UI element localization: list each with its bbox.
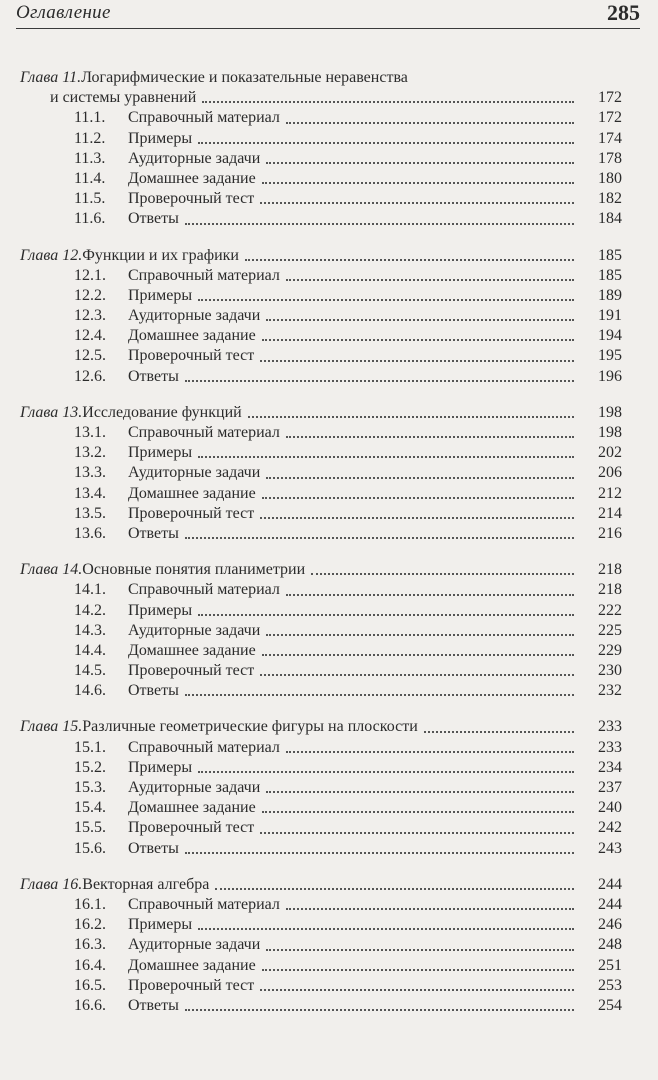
section-page-number: 174 bbox=[598, 129, 622, 147]
toc-entry[interactable] bbox=[20, 149, 622, 169]
section-title: Справочный материал bbox=[128, 895, 280, 913]
section-number: 11.3. bbox=[74, 149, 106, 167]
chapter-prefix: Глава 11. bbox=[20, 69, 82, 86]
section-title: Аудиторные задачи bbox=[128, 464, 261, 482]
section-number: 12.1. bbox=[74, 266, 106, 284]
chapter-title bbox=[20, 560, 305, 580]
section-title: Аудиторные задачи bbox=[128, 779, 261, 796]
section-title: Домашнее задание bbox=[128, 799, 256, 817]
dot-leader bbox=[266, 319, 574, 321]
dot-leader bbox=[198, 456, 574, 458]
chapter-title bbox=[20, 717, 418, 737]
section-title: Ответы bbox=[128, 682, 179, 700]
section-number: 15.3. bbox=[74, 779, 106, 796]
dot-leader bbox=[260, 832, 574, 834]
section-title: Примеры bbox=[128, 129, 193, 147]
toc-entry[interactable] bbox=[20, 209, 622, 229]
section-number: 15.6. bbox=[74, 839, 106, 857]
section-title: Ответы bbox=[128, 524, 179, 542]
section-number: 14.2. bbox=[74, 601, 106, 619]
section-number: 15.1. bbox=[74, 738, 106, 756]
toc-entry[interactable] bbox=[20, 423, 622, 443]
chapter-title-text: Логарифмические и показательные неравенства bbox=[81, 69, 408, 86]
section-number: 14.4. bbox=[74, 641, 106, 659]
toc-entry[interactable] bbox=[20, 463, 622, 483]
section-page-number: 180 bbox=[598, 169, 622, 187]
dot-leader bbox=[266, 791, 574, 793]
chapter-block bbox=[20, 560, 622, 701]
section-number: 13.2. bbox=[74, 444, 106, 462]
section-page-number: 233 bbox=[598, 738, 622, 756]
section-title: Справочный материал bbox=[128, 266, 280, 284]
section-page-number: 230 bbox=[598, 662, 622, 680]
chapter-prefix: Глава 14. bbox=[20, 561, 83, 579]
section-number: 16.5. bbox=[74, 976, 106, 994]
section-number: 13.6. bbox=[74, 524, 106, 542]
dot-leader bbox=[286, 122, 574, 124]
section-page-number: 195 bbox=[598, 347, 622, 365]
section-title: Справочный материал bbox=[128, 109, 280, 127]
dot-leader bbox=[262, 969, 574, 971]
section-page-number: 218 bbox=[598, 581, 622, 599]
chapter-block bbox=[20, 68, 622, 230]
chapter-title-row[interactable] bbox=[20, 246, 622, 266]
section-page-number: 244 bbox=[598, 895, 622, 913]
dot-leader bbox=[286, 594, 574, 596]
page-number: 285 bbox=[607, 0, 640, 25]
section-number: 11.1. bbox=[74, 109, 106, 127]
chapter-block bbox=[20, 246, 622, 387]
section-page-number: 172 bbox=[598, 109, 622, 127]
dot-leader bbox=[262, 339, 574, 341]
chapter-title bbox=[20, 246, 239, 266]
section-page-number: 242 bbox=[598, 819, 622, 837]
toc-entry[interactable] bbox=[20, 266, 622, 286]
dot-leader bbox=[286, 279, 574, 281]
toc-entry[interactable] bbox=[20, 915, 622, 935]
section-title: Проверочный тест bbox=[128, 190, 255, 208]
toc-entry[interactable] bbox=[20, 129, 622, 149]
section-number: 13.3. bbox=[74, 464, 106, 482]
toc-entry[interactable] bbox=[20, 306, 622, 326]
dot-leader bbox=[266, 477, 574, 479]
toc-entry[interactable] bbox=[20, 641, 622, 661]
section-number: 16.6. bbox=[74, 996, 106, 1014]
chapter-title-text: Основные понятия планиметрии bbox=[82, 561, 306, 579]
section-number: 11.2. bbox=[74, 129, 106, 147]
toc-entry[interactable] bbox=[20, 976, 622, 996]
section-number: 11.4. bbox=[74, 169, 106, 187]
chapter-title bbox=[20, 403, 242, 423]
dot-leader bbox=[185, 380, 574, 382]
section-page-number: 178 bbox=[598, 149, 622, 167]
section-page-number: 246 bbox=[598, 916, 622, 934]
section-title: Аудиторные задачи bbox=[128, 307, 261, 325]
section-number: 16.2. bbox=[74, 916, 106, 934]
section-title: Справочный материал bbox=[128, 424, 280, 441]
section-page-number: 253 bbox=[598, 976, 622, 994]
section-number: 11.5. bbox=[74, 190, 106, 208]
section-page-number: 194 bbox=[598, 327, 622, 345]
dot-leader bbox=[215, 888, 574, 890]
section-page-number: 254 bbox=[598, 996, 622, 1014]
section-title: Ответы bbox=[128, 996, 179, 1014]
section-number: 16.4. bbox=[74, 956, 106, 974]
chapter-page-number: 172 bbox=[598, 89, 622, 107]
chapter-title-row[interactable] bbox=[20, 68, 610, 88]
dot-leader bbox=[185, 852, 574, 854]
toc-entry[interactable] bbox=[20, 346, 622, 366]
section-page-number: 229 bbox=[598, 641, 622, 659]
dot-leader bbox=[311, 573, 574, 575]
section-number: 13.1. bbox=[74, 424, 106, 441]
chapter-title bbox=[20, 875, 209, 895]
dot-leader bbox=[286, 908, 574, 910]
toc-entry[interactable] bbox=[20, 895, 622, 915]
section-title: Аудиторные задачи bbox=[128, 149, 261, 167]
section-number: 12.4. bbox=[74, 327, 106, 345]
dot-leader bbox=[185, 223, 574, 225]
toc-entry[interactable] bbox=[20, 484, 622, 504]
section-title: Проверочный тест bbox=[128, 819, 255, 837]
section-title: Ответы bbox=[128, 210, 179, 228]
section-page-number: 206 bbox=[598, 464, 622, 482]
dot-leader bbox=[260, 202, 574, 204]
section-page-number: 248 bbox=[598, 936, 622, 954]
section-number: 16.1. bbox=[74, 895, 106, 913]
dot-leader bbox=[262, 182, 574, 184]
section-number: 16.3. bbox=[74, 936, 106, 954]
dot-leader bbox=[202, 101, 574, 103]
toc-entry[interactable] bbox=[20, 681, 622, 701]
section-page-number: 237 bbox=[598, 779, 622, 796]
chapter-title bbox=[20, 68, 408, 88]
section-number: 11.6. bbox=[74, 210, 106, 228]
section-page-number: 185 bbox=[598, 266, 622, 284]
toc-entry[interactable] bbox=[20, 189, 622, 209]
section-number: 12.5. bbox=[74, 347, 106, 365]
section-number: 14.5. bbox=[74, 662, 106, 680]
dot-leader bbox=[262, 497, 574, 499]
section-title: Домашнее задание bbox=[128, 327, 256, 345]
section-number: 14.6. bbox=[74, 682, 106, 700]
section-page-number: 214 bbox=[598, 504, 622, 522]
toc-entry[interactable] bbox=[20, 935, 622, 955]
dot-leader bbox=[198, 142, 574, 144]
section-title: Домашнее задание bbox=[128, 641, 256, 659]
toc-entry[interactable] bbox=[20, 504, 622, 524]
toc-entry[interactable] bbox=[20, 326, 622, 346]
section-title: Примеры bbox=[128, 758, 193, 776]
section-page-number: 182 bbox=[598, 190, 622, 208]
chapter-title-text: Исследование функций bbox=[82, 403, 242, 421]
section-page-number: 196 bbox=[598, 367, 622, 385]
section-title: Проверочный тест bbox=[128, 504, 255, 522]
toc-entry[interactable] bbox=[20, 778, 622, 798]
section-number: 14.1. bbox=[74, 581, 106, 599]
section-title: Домашнее задание bbox=[128, 484, 256, 502]
chapter-block bbox=[20, 717, 622, 858]
toc-entry[interactable] bbox=[20, 818, 622, 838]
dot-leader bbox=[260, 360, 574, 362]
toc-entry[interactable] bbox=[20, 580, 622, 600]
toc-entry[interactable] bbox=[20, 108, 622, 128]
chapter-title-text: Векторная алгебра bbox=[82, 875, 210, 893]
chapter-page-number: 218 bbox=[598, 561, 622, 579]
section-page-number: 212 bbox=[598, 484, 622, 502]
dot-leader bbox=[262, 654, 574, 656]
section-title: Оглавление bbox=[16, 2, 111, 23]
section-page-number: 234 bbox=[598, 758, 622, 776]
section-page-number: 222 bbox=[598, 601, 622, 619]
section-number: 12.3. bbox=[74, 307, 106, 325]
section-title: Проверочный тест bbox=[128, 347, 255, 365]
chapter-title-row[interactable] bbox=[20, 403, 622, 423]
chapter-title-row[interactable] bbox=[20, 875, 622, 895]
running-head bbox=[16, 0, 640, 29]
dot-leader bbox=[266, 162, 574, 164]
section-title: Ответы bbox=[128, 367, 179, 385]
dot-leader bbox=[260, 517, 574, 519]
dot-leader bbox=[198, 928, 574, 930]
section-number: 12.6. bbox=[74, 367, 106, 385]
toc-entry[interactable] bbox=[20, 169, 622, 189]
section-page-number: 191 bbox=[598, 307, 622, 325]
section-title: Примеры bbox=[128, 286, 193, 304]
dot-leader bbox=[185, 1009, 574, 1011]
dot-leader bbox=[185, 694, 574, 696]
dot-leader bbox=[424, 731, 574, 733]
chapter-prefix: Глава 12. bbox=[20, 246, 83, 264]
section-title: Справочный материал bbox=[128, 738, 280, 756]
section-page-number: 198 bbox=[598, 424, 622, 441]
dot-leader bbox=[260, 989, 574, 991]
toc-entry[interactable] bbox=[20, 443, 622, 463]
dot-leader bbox=[198, 614, 574, 616]
toc-entry[interactable] bbox=[20, 738, 622, 758]
chapter-page-number: 244 bbox=[598, 875, 622, 893]
toc-entry[interactable] bbox=[20, 601, 622, 621]
dot-leader bbox=[266, 949, 574, 951]
section-title: Ответы bbox=[128, 839, 179, 857]
section-page-number: 240 bbox=[598, 799, 622, 817]
toc-entry[interactable] bbox=[20, 996, 622, 1016]
dot-leader bbox=[286, 751, 574, 753]
chapter-title-continuation: и системы уравнений bbox=[50, 89, 197, 107]
chapter-page-number: 233 bbox=[598, 718, 622, 736]
chapter-title-text: Функции и их графики bbox=[82, 246, 239, 264]
dot-leader bbox=[286, 436, 574, 438]
chapter-prefix: Глава 15. bbox=[20, 718, 83, 736]
chapter-page-number: 185 bbox=[598, 246, 622, 264]
chapter-title-text: Различные геометрические фигуры на плоскости bbox=[82, 718, 418, 736]
section-page-number: 251 bbox=[598, 956, 622, 974]
section-number: 15.2. bbox=[74, 758, 106, 776]
section-number: 13.4. bbox=[74, 484, 106, 502]
chapter-block bbox=[20, 403, 622, 544]
toc-entry[interactable] bbox=[20, 661, 622, 681]
toc-entry[interactable] bbox=[20, 839, 622, 859]
dot-leader bbox=[198, 771, 574, 773]
section-number: 14.3. bbox=[74, 621, 106, 639]
dot-leader bbox=[198, 299, 574, 301]
section-page-number: 225 bbox=[598, 621, 622, 639]
chapter-title-continuation-row[interactable] bbox=[20, 88, 622, 108]
section-number: 12.2. bbox=[74, 286, 106, 304]
dot-leader bbox=[260, 674, 574, 676]
section-page-number: 202 bbox=[598, 444, 622, 462]
section-title: Примеры bbox=[128, 444, 193, 462]
section-number: 13.5. bbox=[74, 504, 106, 522]
section-page-number: 232 bbox=[598, 682, 622, 700]
chapter-prefix: Глава 16. bbox=[20, 875, 83, 893]
dot-leader bbox=[185, 537, 574, 539]
section-number: 15.4. bbox=[74, 799, 106, 817]
chapter-page-number: 198 bbox=[598, 403, 622, 421]
toc-entry[interactable] bbox=[20, 367, 622, 387]
dot-leader bbox=[266, 634, 574, 636]
section-title: Домашнее задание bbox=[128, 169, 256, 187]
section-title: Справочный материал bbox=[128, 581, 280, 599]
table-of-contents bbox=[20, 68, 622, 1032]
dot-leader bbox=[262, 811, 574, 813]
section-number: 15.5. bbox=[74, 819, 106, 837]
section-page-number: 189 bbox=[598, 286, 622, 304]
section-page-number: 243 bbox=[598, 839, 622, 857]
section-title: Проверочный тест bbox=[128, 662, 255, 680]
toc-entry[interactable] bbox=[20, 286, 622, 306]
chapter-title-row[interactable] bbox=[20, 560, 622, 580]
section-title: Примеры bbox=[128, 916, 193, 934]
toc-entry[interactable] bbox=[20, 798, 622, 818]
section-page-number: 216 bbox=[598, 524, 622, 542]
toc-entry[interactable] bbox=[20, 524, 622, 544]
dot-leader bbox=[248, 416, 574, 418]
toc-entry[interactable] bbox=[20, 758, 622, 778]
section-title: Проверочный тест bbox=[128, 976, 255, 994]
section-title: Аудиторные задачи bbox=[128, 936, 261, 954]
chapter-title-row[interactable] bbox=[20, 717, 622, 737]
section-title: Домашнее задание bbox=[128, 956, 256, 974]
dot-leader bbox=[245, 259, 574, 261]
chapter-block bbox=[20, 875, 622, 1016]
section-title: Аудиторные задачи bbox=[128, 621, 261, 639]
section-title: Примеры bbox=[128, 601, 193, 619]
section-page-number: 184 bbox=[598, 210, 622, 228]
chapter-prefix: Глава 13. bbox=[20, 403, 83, 421]
toc-entry[interactable] bbox=[20, 956, 622, 976]
toc-entry[interactable] bbox=[20, 621, 622, 641]
